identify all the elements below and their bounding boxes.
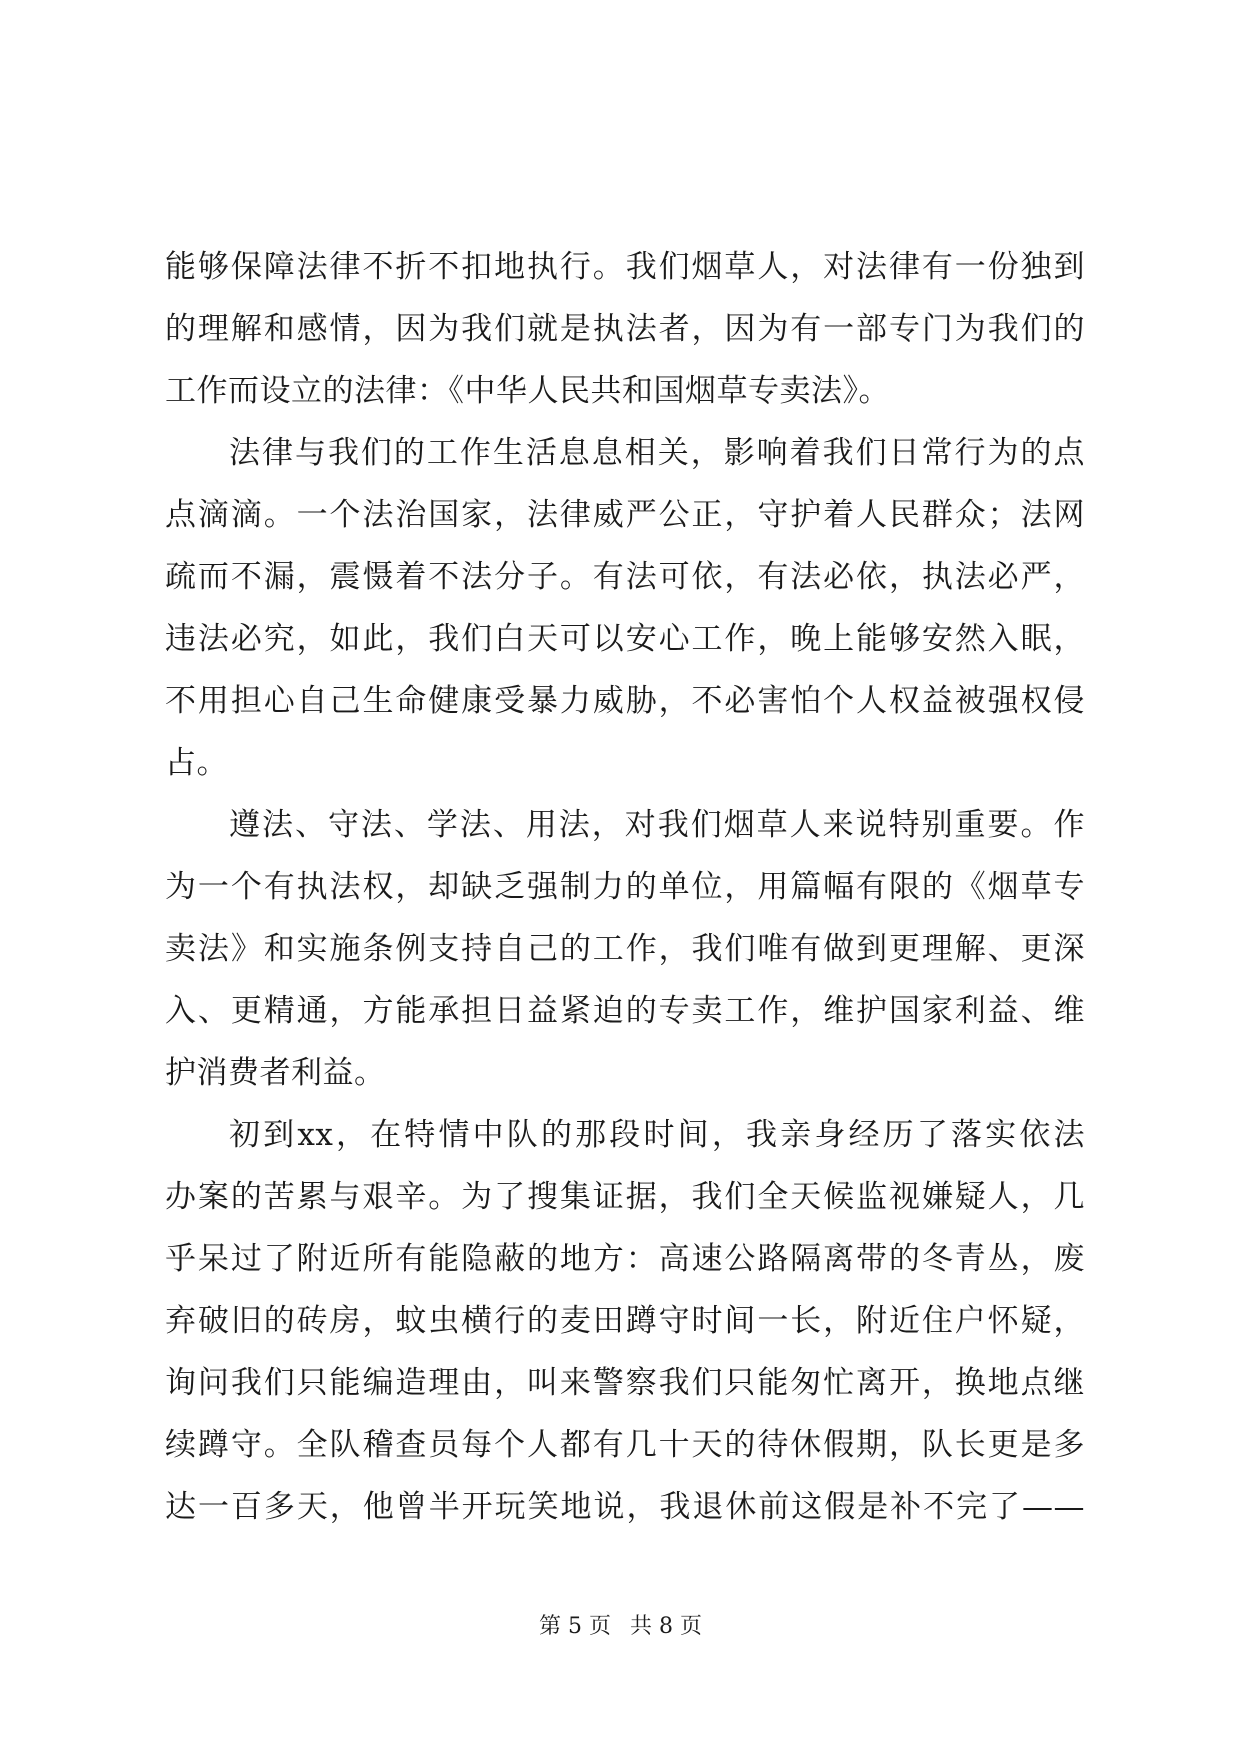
text-line: 乎呆过了附近所有能隐蔽的地方：高速公路隔离带的冬青丛，废 bbox=[165, 1241, 1085, 1277]
text-line: 不用担心自己生命健康受暴力威胁，不必害怕个人权益被强权侵 bbox=[165, 683, 1085, 719]
text-line: 办案的苦累与艰辛。为了搜集证据，我们全天候监视嫌疑人，几 bbox=[165, 1179, 1085, 1215]
text-line: 护消费者利益。 bbox=[165, 1055, 386, 1091]
text-line: 询问我们只能编造理由，叫来警察我们只能匆忙离开，换地点继 bbox=[165, 1365, 1085, 1401]
text-line: 能够保障法律不折不扣地执行。我们烟草人，对法律有一份独到 bbox=[165, 249, 1085, 285]
text-line: 达一百多天，他曾半开玩笑地说，我退休前这假是补不完了—— bbox=[165, 1489, 1085, 1525]
page-total: 共 8 页 bbox=[630, 1614, 702, 1639]
text-line: 弃破旧的砖房，蚊虫横行的麦田蹲守时间一长，附近住户怀疑， bbox=[165, 1303, 1085, 1339]
text-line: 点滴滴。一个法治国家，法律威严公正，守护着人民群众；法网 bbox=[165, 497, 1085, 533]
text-line: 遵法、守法、学法、用法，对我们烟草人来说特别重要。作 bbox=[229, 807, 1085, 843]
text-line: 工作而设立的法律：《中华人民共和国烟草专卖法》。 bbox=[165, 373, 890, 409]
text-line: 占。 bbox=[165, 745, 228, 781]
text-line: 的理解和感情，因为我们就是执法者，因为有一部专门为我们的 bbox=[165, 311, 1085, 347]
text-line: 为一个有执法权，却缺乏强制力的单位，用篇幅有限的《烟草专 bbox=[165, 869, 1085, 905]
text-line: 违法必究，如此，我们白天可以安心工作，晚上能够安然入眠， bbox=[165, 621, 1085, 657]
text-line: 卖法》和实施条例支持自己的工作，我们唯有做到更理解、更深 bbox=[165, 931, 1085, 967]
page-footer bbox=[0, 1612, 1241, 1642]
text-line: 法律与我们的工作生活息息相关，影响着我们日常行为的点 bbox=[229, 435, 1085, 471]
text-line: 续蹲守。全队稽查员每个人都有几十天的待休假期，队长更是多 bbox=[165, 1427, 1085, 1463]
text-line: 入、更精通，方能承担日益紧迫的专卖工作，维护国家利益、维 bbox=[165, 993, 1085, 1029]
text-line: 疏而不漏，震慑着不法分子。有法可依，有法必依，执法必严， bbox=[165, 559, 1085, 595]
page-number: 第 5 页 bbox=[539, 1614, 611, 1639]
document-body bbox=[165, 236, 1085, 1538]
text-line: 初到xx，在特情中队的那段时间，我亲身经历了落实依法 bbox=[229, 1117, 1085, 1153]
